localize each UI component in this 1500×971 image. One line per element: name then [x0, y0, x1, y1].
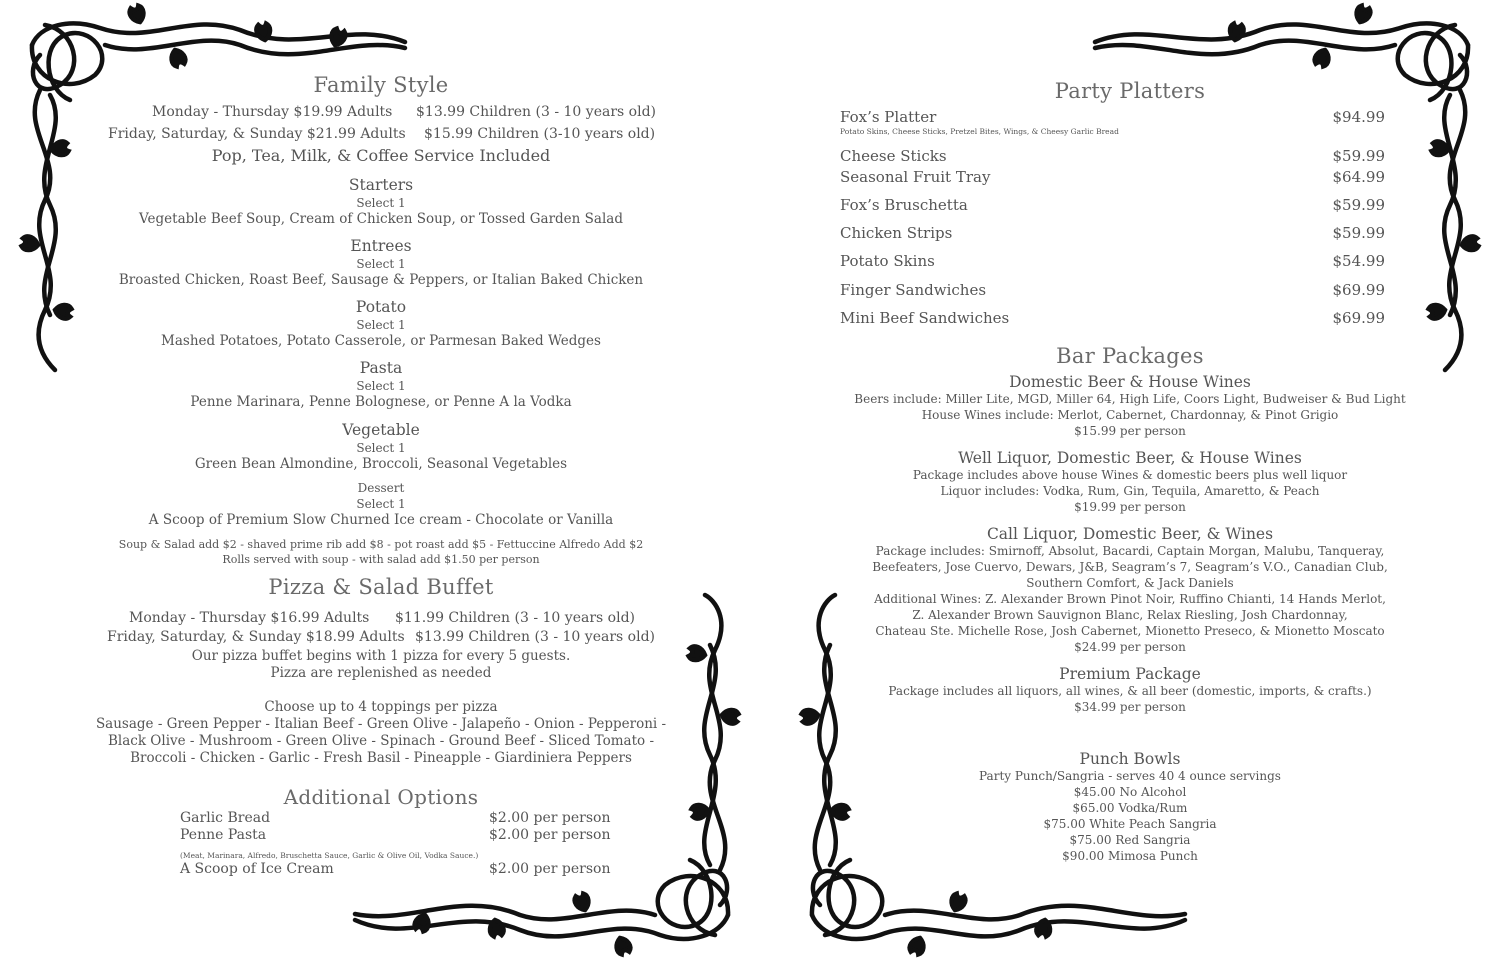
package-line: Package includes: Smirnoff, Absolut, Bacardi, Captain Morgan, Malubu, Tanqueray,: [875, 544, 1385, 558]
platter-row: [840, 196, 1385, 214]
package-line: Chateau Ste. Michelle Rose, Josh Cabernet, Mionetto Preseco, & Mionetto Moscato: [875, 624, 1385, 638]
option-name: Penne Pasta: [180, 827, 267, 843]
punch-line: Party Punch/Sangria - serves 40 4 ounce servings: [979, 769, 1281, 783]
option-price: $2.00 per person: [489, 861, 611, 877]
platter-name: Seasonal Fruit Tray: [840, 168, 991, 186]
pricing-weekend-children: $13.99 Children (3 - 10 years old): [415, 629, 655, 645]
platter-name: Fox’s Platter: [840, 108, 937, 126]
course-items: Vegetable Beef Soup, Cream of Chicken Soup, or Tossed Garden Salad: [139, 211, 623, 227]
package-name: Call Liquor, Domestic Beer, & Wines: [986, 525, 1274, 543]
punch-price: $65.00 Vodka/Rum: [1072, 801, 1188, 815]
course-select: Select 1: [356, 497, 406, 511]
pricing-weekday-children: $11.99 Children (3 - 10 years old): [395, 610, 635, 626]
pizza-buffet-title: Pizza & Salad Buffet: [268, 575, 494, 599]
package-line: Z. Alexander Brown Sauvignon Blanc, Relax Riesling, Josh Chardonnay,: [912, 608, 1348, 622]
family-style-title: Family Style: [313, 73, 449, 97]
platter-row: [840, 147, 1385, 165]
pricing-weekend-adults: Friday, Saturday, & Sunday $18.99 Adults: [107, 629, 405, 645]
course-items: A Scoop of Premium Slow Churned Ice cream - Chocolate or Vanilla: [148, 512, 614, 528]
additional-options-title: Additional Options: [283, 785, 479, 809]
sauce-note: (Meat, Marinara, Alfredo, Bruschetta Sauce, Garlic & Olive Oil, Vodka Sauce.): [180, 851, 479, 860]
package-name: Premium Package: [1059, 665, 1201, 683]
platter-name: Chicken Strips: [840, 224, 953, 242]
punch-price: $90.00 Mimosa Punch: [1062, 849, 1198, 863]
course-select: Select 1: [356, 441, 406, 455]
platter-name: Fox’s Bruschetta: [840, 196, 968, 214]
package-line: House Wines include: Merlot, Cabernet, Chardonnay, & Pinot Grigio: [921, 408, 1339, 422]
buffet-replenish-note: Pizza are replenished as needed: [270, 665, 492, 681]
course-items: Broasted Chicken, Roast Beef, Sausage & Peppers, or Italian Baked Chicken: [118, 272, 644, 288]
package-line: Liquor includes: Vodka, Rum, Gin, Tequila, Amaretto, & Peach: [940, 484, 1320, 498]
punch-price: $75.00 White Peach Sangria: [1043, 817, 1217, 831]
platter-price: $69.99: [1332, 281, 1385, 299]
platter-price: $59.99: [1332, 196, 1385, 214]
course-name: Starters: [348, 176, 414, 194]
toppings-line: Sausage - Green Pepper - Italian Beef - Green Olive - Jalapeño - Onion - Pepperoni -: [95, 716, 667, 732]
package-price: $19.99 per person: [1074, 500, 1186, 514]
package-line: Package includes above house Wines & domestic beers plus well liquor: [912, 468, 1348, 482]
platter-name: Finger Sandwiches: [840, 281, 987, 299]
add-ons-note: Soup & Salad add $2 - shaved prime rib add $8 - pot roast add $5 - Fettuccine Alfredo Add $2: [118, 538, 644, 551]
course-name: Vegetable: [342, 421, 420, 439]
toppings-title: Choose up to 4 toppings per pizza: [264, 699, 498, 715]
package-name: Well Liquor, Domestic Beer, & House Wines: [958, 449, 1302, 467]
package-line: Beefeaters, Jose Cuervo, Dewars, J&B, Seagram’s 7, Seagram’s V.O., Canadian Club,: [872, 560, 1388, 574]
package-price: $15.99 per person: [1074, 424, 1186, 438]
course-items: Mashed Potatoes, Potato Casserole, or Parmesan Baked Wedges: [161, 333, 601, 349]
course-name: Dessert: [357, 481, 405, 495]
course-select: Select 1: [356, 257, 406, 271]
included-beverages: Pop, Tea, Milk, & Coffee Service Included: [211, 146, 551, 165]
pricing-weekday-adults: Monday - Thursday $16.99 Adults: [129, 610, 370, 626]
pricing-weekday-children: $13.99 Children (3 - 10 years old): [416, 104, 656, 120]
course-items: Penne Marinara, Penne Bolognese, or Penne A la Vodka: [190, 394, 572, 410]
platter-price: $94.99: [1332, 108, 1385, 126]
punch-bowls-title: Punch Bowls: [1079, 750, 1181, 768]
pricing-weekday-adults: Monday - Thursday $19.99 Adults: [152, 104, 393, 120]
party-platters-title: Party Platters: [1054, 79, 1206, 103]
platter-price: $59.99: [1332, 224, 1385, 242]
punch-price: $75.00 Red Sangria: [1069, 833, 1191, 847]
punch-price: $45.00 No Alcohol: [1073, 785, 1187, 799]
toppings-line: Broccoli - Chicken - Garlic - Fresh Basil - Pineapple - Giardiniera Peppers: [130, 750, 632, 766]
course-select: Select 1: [356, 196, 406, 210]
platter-description: Potato Skins, Cheese Sticks, Pretzel Bites, Wings, & Cheesy Garlic Bread: [840, 127, 1119, 136]
pricing-weekend-adults: Friday, Saturday, & Sunday $21.99 Adults: [108, 126, 406, 142]
course-select: Select 1: [356, 379, 406, 393]
option-name: A Scoop of Ice Cream: [180, 861, 334, 877]
course-items: Green Bean Almondine, Broccoli, Seasonal Vegetables: [194, 456, 568, 472]
package-line: Additional Wines: Z. Alexander Brown Pinot Noir, Ruffino Chianti, 14 Hands Merlot,: [874, 592, 1386, 606]
platter-name: Potato Skins: [840, 252, 935, 270]
course-select: Select 1: [356, 318, 406, 332]
platter-name: Cheese Sticks: [840, 147, 947, 165]
platter-price: $64.99: [1332, 168, 1385, 186]
package-line: Package includes all liquors, all wines, & all beer (domestic, imports, & crafts.): [888, 684, 1372, 698]
platter-price: $59.99: [1332, 147, 1385, 165]
platter-row: [840, 108, 1385, 126]
platter-price: $69.99: [1332, 309, 1385, 327]
bar-packages-title: Bar Packages: [1056, 344, 1204, 368]
platter-row: [840, 168, 1385, 186]
pricing-weekend-children: $15.99 Children (3-10 years old): [424, 126, 656, 142]
course-name: Pasta: [359, 359, 403, 377]
toppings-line: Black Olive - Mushroom - Green Olive - Spinach - Ground Beef - Sliced Tomato -: [107, 733, 655, 749]
platter-row: [840, 281, 1385, 299]
platter-name: Mini Beef Sandwiches: [840, 309, 1010, 327]
course-name: Potato: [355, 298, 407, 316]
option-name: Garlic Bread: [180, 810, 271, 826]
package-line: Beers include: Miller Lite, MGD, Miller 64, High Life, Coors Light, Budweiser & Bud Light: [854, 392, 1406, 406]
rolls-note: Rolls served with soup - with salad add $1.50 per person: [222, 553, 540, 566]
platter-row: [840, 224, 1385, 242]
platter-row: [840, 309, 1385, 327]
option-price: $2.00 per person: [489, 827, 611, 843]
package-price: $24.99 per person: [1074, 640, 1186, 654]
buffet-description: Our pizza buffet begins with 1 pizza for every 5 guests.: [191, 648, 571, 664]
package-price: $34.99 per person: [1074, 700, 1186, 714]
platter-row: [840, 252, 1385, 270]
course-name: Entrees: [350, 237, 412, 255]
package-line: Southern Comfort, & Jack Daniels: [1026, 576, 1234, 590]
option-price: $2.00 per person: [489, 810, 611, 826]
platter-price: $54.99: [1332, 252, 1385, 270]
package-name: Domestic Beer & House Wines: [1009, 373, 1251, 391]
